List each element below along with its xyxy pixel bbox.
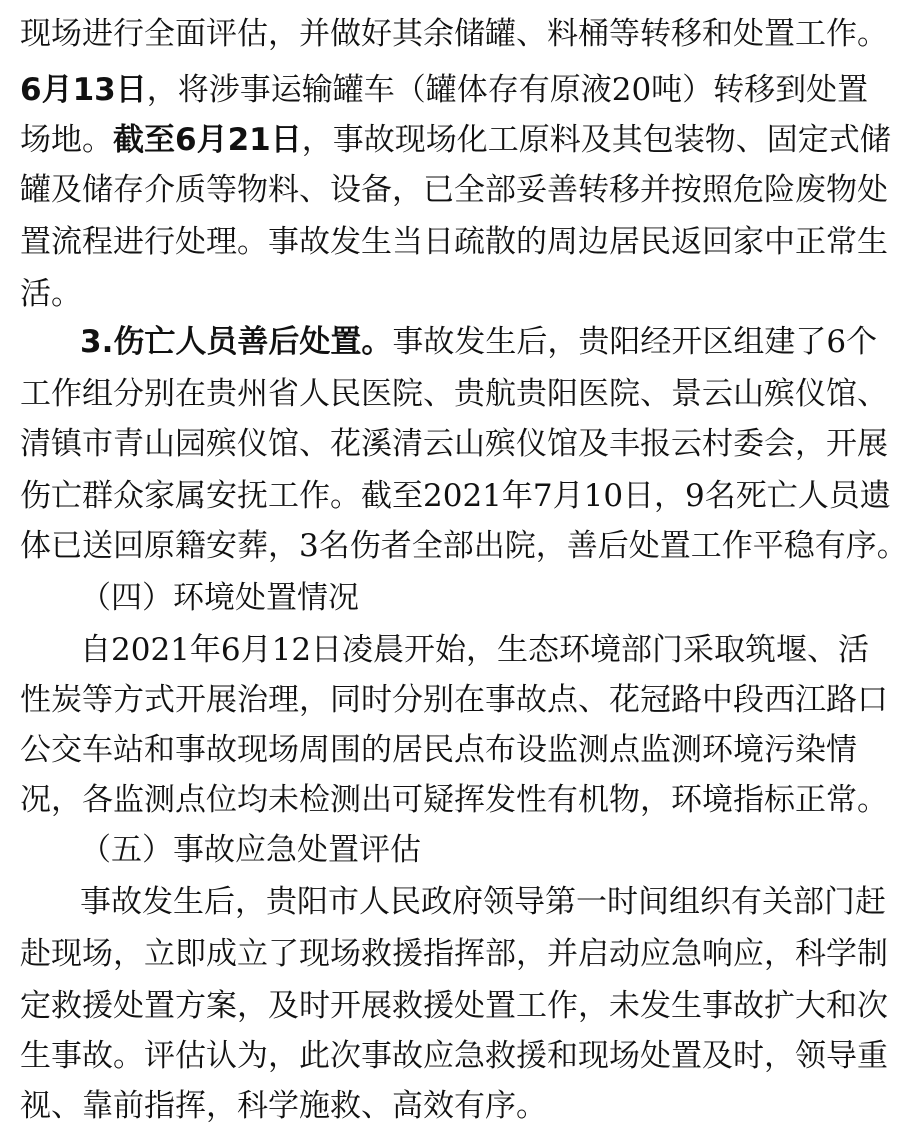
text-run: 清镇市青山园殡仪馆、花溪清云山殡仪馆及丰报云村委会，开展 [20, 426, 888, 462]
text-line [20, 986, 888, 1026]
text-line [80, 322, 878, 362]
section-heading [80, 830, 820, 870]
text-run: 生事故。评估认为，此次事故应急救援和现场处置及时，领导重 [20, 1038, 888, 1074]
section-heading [80, 578, 820, 618]
text-run: 事故发生后，贵阳经开区组建了6个 [392, 324, 878, 360]
section-heading-bold: 3.伤亡人员善后处置。 [80, 324, 393, 360]
text-line [20, 680, 888, 720]
text-line [20, 934, 888, 974]
text-run: 事故发生后，贵阳市人民政府领导第一时间组织有关部门赶 [80, 884, 886, 920]
bold-date: 6月13日 [20, 72, 147, 108]
text-line [20, 222, 888, 262]
text-run: ，将涉事运输罐车（罐体存有原液20吨）转移到处置 [146, 72, 869, 108]
text-line [20, 14, 888, 54]
text-line [20, 170, 888, 210]
text-run: 置流程进行处理。事故发生当日疏散的周边居民返回家中正常生 [20, 224, 888, 260]
text-line [20, 780, 888, 820]
text-run: 性炭等方式开展治理，同时分别在事故点、花冠路中段西江路口 [20, 682, 888, 718]
text-run: 伤亡群众家属安抚工作。截至2021年7月10日，9名死亡人员遗 [20, 478, 891, 514]
text-run: 场地。 [20, 122, 113, 158]
text-run: 罐及储存介质等物料、设备，已全部妥善转移并按照危险废物处 [20, 172, 888, 208]
text-run: 况，各监测点位均未检测出可疑挥发性有机物，环境指标正常。 [20, 782, 888, 818]
text-line [80, 630, 870, 670]
text-run: 现场进行全面评估，并做好其余储罐、料桶等转移和处置工作。 [20, 16, 888, 52]
text-run: 体已送回原籍安葬，3名伤者全部出院，善后处置工作平稳有序。 [20, 528, 908, 564]
text-line [20, 374, 888, 414]
text-line [20, 476, 891, 516]
text-run: 活。 [20, 276, 82, 312]
text-line [80, 882, 886, 922]
bold-date: 截至6月21日 [113, 122, 302, 158]
text-line [20, 1086, 820, 1126]
text-run: 视、靠前指挥，科学施救、高效有序。 [20, 1088, 547, 1124]
text-run: 赴现场，立即成立了现场救援指挥部，并启动应急响应，科学制 [20, 936, 888, 972]
text-run: 定救援处置方案，及时开展救援处置工作，未发生事故扩大和次 [20, 988, 888, 1024]
text-line [20, 274, 820, 314]
text-line [20, 526, 908, 566]
text-line [20, 424, 888, 464]
text-run: ，事故现场化工原料及其包装物、固定式储 [301, 122, 891, 158]
text-line [20, 1036, 888, 1076]
section-heading-text: （五）事故应急处置评估 [80, 832, 421, 868]
text-run: 自2021年6月12日凌晨开始，生态环境部门采取筑堰、活 [80, 632, 870, 668]
text-line [20, 120, 891, 160]
text-run: 工作组分别在贵州省人民医院、贵航贵阳医院、景云山殡仪馆、 [20, 376, 888, 412]
text-line [20, 70, 869, 110]
text-run: 公交车站和事故现场周围的居民点布设监测点监测环境污染情 [20, 732, 857, 768]
section-heading-text: （四）环境处置情况 [80, 580, 359, 616]
text-line [20, 730, 857, 770]
